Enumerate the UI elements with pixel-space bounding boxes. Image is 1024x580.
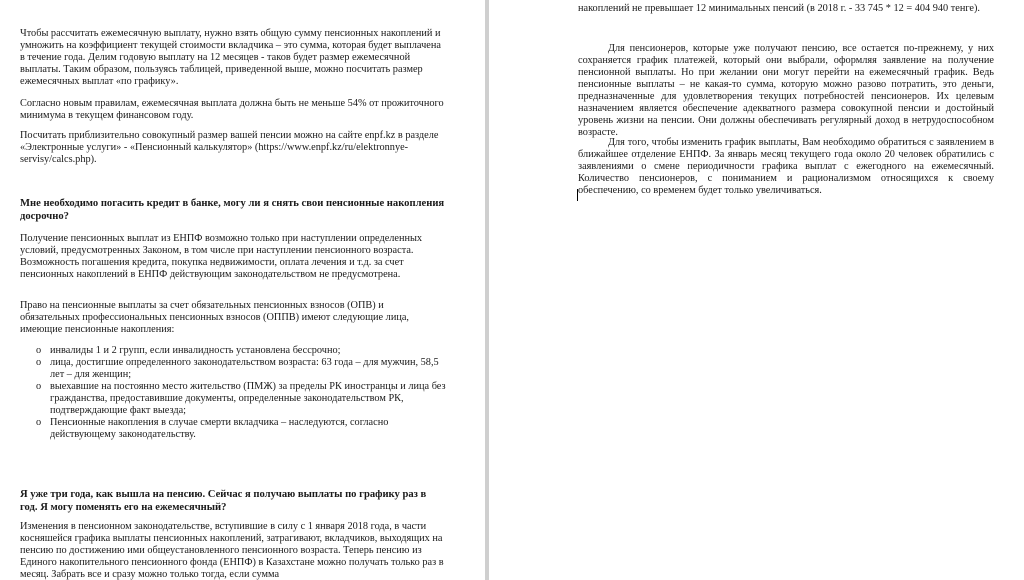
- list-item-text: инвалиды 1 и 2 групп, если инвалидность установлена бессрочно;: [50, 345, 341, 356]
- paragraph-law-changes: Изменения в пенсионном законодательстве, вступившие в силу с 1 января 2018 года, в части косняшейся графика выплаты пенсионных накоплений, затрагивают, вкладчиков, выходящих на пенсию по достижению ими общеустановленного пенсионного возраста. Теперь пенсию из Единого накопительного пенсионного фонда (ЕНПФ) в Казахстане можно получать только раз в месяц. Забрать все и сразу можно только тогда, если сумма: [20, 521, 444, 580]
- paragraph-early-withdrawal: Получение пенсионных выплат из ЕНПФ возможно только при наступлении определенных условий, предусмотренных Законом, в том числе при наступлении пенсионного возраста. Возможность погашения кредита, покупка недвижимости, оплата лечения и т.д. за счет пенсионных накоплений в ЕНПФ действующим законодательством не предусмотрена.: [20, 233, 423, 280]
- heading-schedule-question: Я уже три года, как вышла на пенсию. Сейчас я получаю выплаты по графику раз в год. Я могу поменять его на ежемесячный?: [20, 489, 427, 513]
- list-item: [20, 417, 450, 441]
- paragraph-change-schedule: Для того, чтобы изменить график выплаты, Вам необходимо обратиться с заявлением в ближайшее отделение ЕНПФ. За январь месяц текущего года около 20 человек обратились с заявлениями о смене периодичности графика выплат с ежегодного на ежемесячный. Количество пенсионеров, с пониманием и рационализмом относящихся к своему обеспечению, со временем будет только увеличиваться.: [578, 137, 994, 196]
- list-item-text: Пенсионные накопления в случае смерти вкладчика – наследуются, согласно действующему законодательству.: [50, 417, 389, 440]
- list-item: [20, 345, 450, 357]
- paragraph-eligible-persons: Право на пенсионные выплаты за счет обязательных пенсионных взносов (ОПВ) и обязательных профессиональных пенсионных взносов (ОППВ) имеют следующие лица, имеющие пенсионные накопления:: [20, 300, 409, 335]
- bullet-icon: o: [36, 345, 42, 356]
- paragraph-minimum-payment: Согласно новым правилам, ежемесячная выплата должна быть не меньше 54% от прожиточного минимума в текущем финансовом году.: [20, 98, 444, 121]
- list-item: [20, 357, 450, 381]
- paragraph-existing-pensioners: Для пенсионеров, которые уже получают пенсию, все остается по-прежнему, у них сохраняется график платежей, который они выбрали, оформляя заявление на получение пенсионной выплаты. Но при желании они могут перейти на ежемесячный график. Ведь пенсионные выплаты – не какая-то сумма, которую можно разово потратить, это деньги, предназначенные для удовлетворения текущих потребностей пенсионеров. Их целевым назначением является обеспечение адекватного размера совокупной пенсии и достойный уровень жизни на пенсии. Они должны обеспечивать регулярный доход в нетрудоспособном возрасте.: [578, 43, 994, 138]
- right-document-page[interactable]: [489, 0, 1024, 580]
- paragraph-accumulation-limit: накоплений не превышает 12 минимальных пенсий (в 2018 г. - 33 745 * 12 = 404 940 тенге).: [578, 3, 981, 14]
- text-cursor: [577, 189, 578, 201]
- list-item-text: выехавшие на постоянно место жительство (ПМЖ) за пределы РК иностранцы и лица без гражданства, предоставившие документы, определенные законодательством РК, подтверждающие факт выезда;: [50, 381, 446, 416]
- paragraph-pension-calculator: Посчитать приблизительно совокупный размер вашей пенсии можно на сайте enpf.kz в разделе «Электронные услуги» - «Пенсионный калькулятор» (https://www.enpf.kz/ru/elektronnye-servisy/calcs.php).: [20, 130, 439, 165]
- heading-credit-question: Мне необходимо погасить кредит в банке, могу ли я снять свои пенсионные накопления досрочно?: [20, 198, 445, 222]
- paragraph-monthly-calculation: Чтобы рассчитать ежемесячную выплату, нужно взять общую сумму пенсионных накоплений и умножить на коэффициент текущей стоимости вкладчика – это сумма, которая будет выплачена в течение года. Делим годовую выплату на 12 месяцев - таков будет размер ежемесячной выплаты. Таким образом, пользуясь таблицей, приведенной выше, можно посчитать размер ежемесячных выплат «по графику».: [20, 28, 441, 87]
- list-item: [20, 381, 450, 417]
- bullet-icon: o: [36, 417, 42, 428]
- list-item-text: лица, достигшие определенного законодательством возраста: 63 года – для мужчин, 58,5 лет – для женщин;: [50, 357, 439, 380]
- bullet-icon: o: [36, 357, 42, 368]
- eligible-persons-list: [20, 345, 450, 441]
- left-document-page[interactable]: [0, 0, 485, 580]
- bullet-icon: o: [36, 381, 42, 392]
